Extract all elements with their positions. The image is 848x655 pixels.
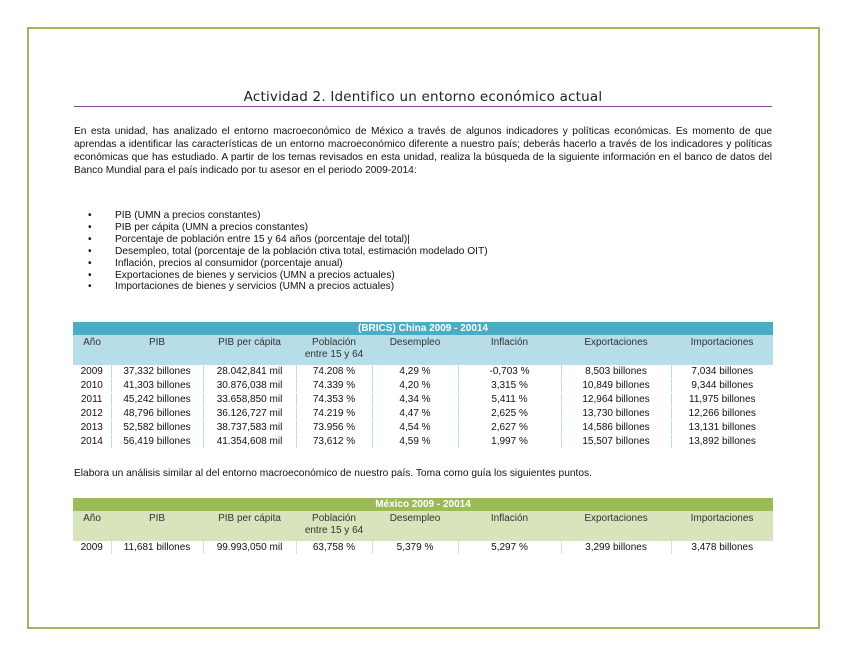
table-cell: 9,344 billones [671,379,773,393]
table-row [73,407,773,421]
table-cell: 2010 [73,379,111,393]
table-cell: 11,975 billones [671,393,773,407]
table-cell: 2,625 % [458,407,561,421]
mexico-table-caption: México 2009 - 20014 [73,498,773,511]
table-cell: 74.208 % [296,365,372,379]
col-header-pib: PIB [111,335,203,365]
list-item: • PIB (UMN a precios constantes) [88,210,488,222]
table-cell: 8,503 billones [561,365,671,379]
table-cell: 13,892 billones [671,435,773,449]
col-header-pib: PIB [111,511,203,541]
table-cell: 28.042,841 mil [203,365,296,379]
list-item: • Importaciones de bienes y servicios (UMN a precios actuales) [88,281,488,293]
table-cell: 73.956 % [296,421,372,435]
table-cell: 73,612 % [296,435,372,449]
table-cell: 38.737,583 mil [203,421,296,435]
table-cell: 4,47 % [372,407,458,421]
table-cell: 2009 [73,365,111,379]
indicator-list [88,210,488,293]
table-cell: 5,297 % [458,541,561,555]
table-cell: 4,59 % [372,435,458,449]
china-table-caption: (BRICS) China 2009 - 20014 [73,322,773,335]
table-row [73,435,773,449]
col-header-importaciones: Importaciones [671,511,773,541]
table-cell: 5,411 % [458,393,561,407]
mexico-table-body [73,541,773,555]
table-cell: 63,758 % [296,541,372,555]
table-row [73,421,773,435]
table-cell: 12,964 billones [561,393,671,407]
table-cell: 11,681 billones [111,541,203,555]
table-cell: 10,849 billones [561,379,671,393]
table-cell: 13,131 billones [671,421,773,435]
table-cell: 36.126,727 mil [203,407,296,421]
table-cell: 4,34 % [372,393,458,407]
table-cell: 2,627 % [458,421,561,435]
table-cell: 4,20 % [372,379,458,393]
table-cell: 30.876,038 mil [203,379,296,393]
table-cell: 7,034 billones [671,365,773,379]
intro-paragraph: En esta unidad, has analizado el entorno macroeconómico de México a través de algunos indicadores y políticas económicas. Es momento de que aprendas a identificar las características de un entorno macroeconómico diferente a nuestro país; deberás hacerlo a través de los indicadores y políticas económicas que has estudiado. A partir de los temas revisados en esta unidad, realiza la búsqueda de la siguiente información en el banco de datos del Banco Mundial para el país indicado por tu asesor en el periodo 2009-2014: [74,126,772,176]
table-row [73,393,773,407]
table-cell: 3,315 % [458,379,561,393]
table-cell: 41,303 billones [111,379,203,393]
col-header-poblacion-line1: Población [312,337,356,348]
table-cell: 74.219 % [296,407,372,421]
col-header-poblacion [296,511,372,541]
table-cell: 2011 [73,393,111,407]
table-cell: 4,29 % [372,365,458,379]
china-table-header [73,335,773,365]
table-row [73,365,773,379]
table-cell: 48,796 billones [111,407,203,421]
col-header-poblacion [296,335,372,365]
list-item: • Desempleo, total (porcentaje de la población ctiva total, estimación modelado OIT) [88,246,488,258]
col-header-desempleo: Desempleo [372,511,458,541]
table-cell: 56,419 billones [111,435,203,449]
table-cell: 1,997 % [458,435,561,449]
table-cell: 33.658,850 mil [203,393,296,407]
list-item: • Inflación, precios al consumidor (porcentaje anual) [88,258,488,270]
table-cell: -0,703 % [458,365,561,379]
table-cell: 15,507 billones [561,435,671,449]
list-item: • Exportaciones de bienes y servicios (UMN a precios actuales) [88,270,488,282]
col-header-poblacion-line1: Población [312,513,356,524]
col-header-exportaciones: Exportaciones [561,511,671,541]
table-cell: 74.353 % [296,393,372,407]
col-header-importaciones: Importaciones [671,335,773,365]
col-header-pib-per-capita: PIB per cápita [203,335,296,365]
analysis-instruction: Elabora un análisis similar al del entorno macroeconómico de nuestro país. Toma como guía los siguientes puntos. [74,468,592,479]
list-item: • Porcentaje de población entre 15 y 64 años (porcentaje del total)| [88,234,488,246]
col-header-exportaciones: Exportaciones [561,335,671,365]
table-cell: 2009 [73,541,111,555]
table-cell: 12,266 billones [671,407,773,421]
table-cell: 13,730 billones [561,407,671,421]
mexico-table [73,498,773,555]
table-row [73,541,773,555]
col-header-anio: Año [73,511,111,541]
table-cell: 52,582 billones [111,421,203,435]
col-header-anio: Año [73,335,111,365]
col-header-pib-per-capita: PIB per cápita [203,511,296,541]
list-item: • PIB per cápita (UMN a precios constantes) [88,222,488,234]
table-cell: 41.354,608 mil [203,435,296,449]
table-cell: 3,478 billones [671,541,773,555]
table-cell: 74.339 % [296,379,372,393]
mexico-table-header [73,511,773,541]
col-header-desempleo: Desempleo [372,335,458,365]
table-cell: 99.993,050 mil [203,541,296,555]
table-cell: 5,379 % [372,541,458,555]
table-cell: 2013 [73,421,111,435]
col-header-poblacion-line2: entre 15 y 64 [304,349,364,360]
col-header-inflacion: Inflación [458,511,561,541]
table-cell: 2012 [73,407,111,421]
table-row [73,379,773,393]
china-table [73,322,773,449]
title-underline [74,106,772,107]
page-title: Actividad 2. Identifico un entorno económico actual [243,89,603,105]
col-header-poblacion-line2: entre 15 y 64 [304,525,364,536]
col-header-inflacion: Inflación [458,335,561,365]
table-cell: 4,54 % [372,421,458,435]
china-table-body [73,365,773,449]
table-cell: 2014 [73,435,111,449]
table-cell: 37,332 billones [111,365,203,379]
table-cell: 14,586 billones [561,421,671,435]
table-cell: 45,242 billones [111,393,203,407]
table-cell: 3,299 billones [561,541,671,555]
